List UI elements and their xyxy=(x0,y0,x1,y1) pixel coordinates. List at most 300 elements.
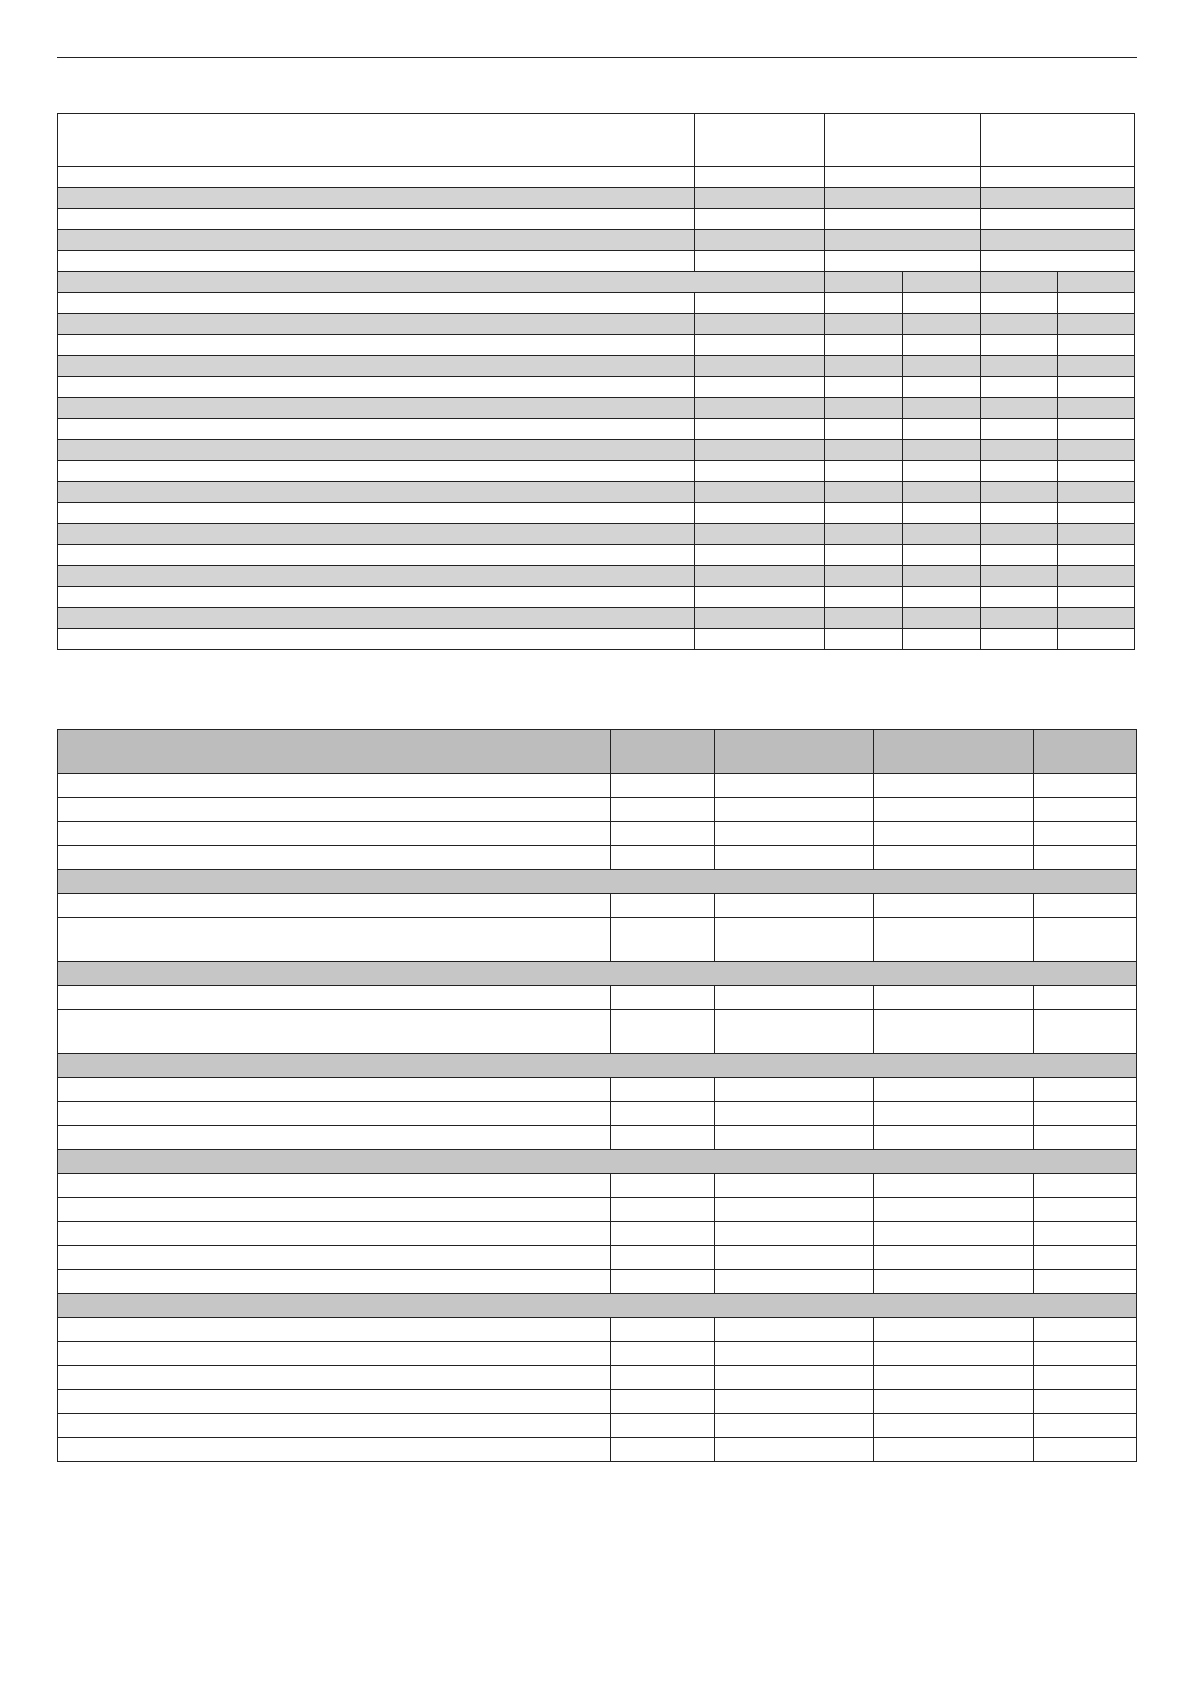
table-cell xyxy=(903,545,981,566)
table-row xyxy=(58,482,1135,503)
table-row xyxy=(58,209,1135,230)
table-cell xyxy=(981,230,1135,251)
table-cell xyxy=(981,566,1058,587)
table-cell xyxy=(695,608,825,629)
table-cell xyxy=(58,545,695,566)
table-cell xyxy=(611,918,715,962)
table-row xyxy=(58,419,1135,440)
table-row xyxy=(58,377,1135,398)
table-cell xyxy=(611,1174,715,1198)
table-cell xyxy=(715,774,874,798)
section-cell xyxy=(58,1150,1137,1174)
table-cell xyxy=(611,1010,715,1054)
table-row xyxy=(58,167,1135,188)
table-cell xyxy=(903,503,981,524)
table-cell xyxy=(1034,1246,1137,1270)
table-cell xyxy=(695,230,825,251)
table-cell xyxy=(874,986,1034,1010)
table-cell xyxy=(1034,822,1137,846)
table-cell xyxy=(1034,1270,1137,1294)
subheader-cell xyxy=(981,272,1058,293)
table-cell xyxy=(825,377,903,398)
table-header-row xyxy=(58,730,1137,774)
table-cell xyxy=(825,440,903,461)
table-cell xyxy=(981,167,1135,188)
table-cell xyxy=(981,419,1058,440)
table-cell xyxy=(981,587,1058,608)
table-cell xyxy=(1034,1318,1137,1342)
table-cell xyxy=(981,209,1135,230)
table-cell xyxy=(1034,1438,1137,1462)
table-row xyxy=(58,293,1135,314)
table-cell xyxy=(903,587,981,608)
table-cell xyxy=(611,846,715,870)
table-cell xyxy=(903,398,981,419)
table-cell xyxy=(874,1414,1034,1438)
subheader-cell xyxy=(58,272,825,293)
table-row xyxy=(58,1078,1137,1102)
table-cell xyxy=(58,1270,611,1294)
table-cell xyxy=(1034,1198,1137,1222)
table-cell xyxy=(715,918,874,962)
table-cell xyxy=(611,1222,715,1246)
table-cell xyxy=(981,629,1058,650)
table-cell xyxy=(58,251,695,272)
table-cell xyxy=(874,1102,1034,1126)
table-cell xyxy=(715,1174,874,1198)
table-cell xyxy=(611,1390,715,1414)
table-cell xyxy=(715,1078,874,1102)
table-cell xyxy=(874,846,1034,870)
data-table-1 xyxy=(57,113,1135,650)
table-cell xyxy=(715,1246,874,1270)
table-cell xyxy=(903,377,981,398)
table-cell xyxy=(874,1342,1034,1366)
table-row xyxy=(58,335,1135,356)
table-cell xyxy=(981,503,1058,524)
table-cell xyxy=(1034,986,1137,1010)
table-cell xyxy=(981,545,1058,566)
header-cell xyxy=(825,114,981,167)
table-cell xyxy=(825,608,903,629)
table-cell xyxy=(58,503,695,524)
table-cell xyxy=(695,440,825,461)
table-cell xyxy=(58,587,695,608)
table-row xyxy=(58,251,1135,272)
table-cell xyxy=(715,1414,874,1438)
table-cell xyxy=(903,440,981,461)
section-row xyxy=(58,1150,1137,1174)
table-cell xyxy=(903,293,981,314)
table-cell xyxy=(874,822,1034,846)
table-row xyxy=(58,846,1137,870)
section-cell xyxy=(58,1294,1137,1318)
table-cell xyxy=(58,1366,611,1390)
table-cell xyxy=(715,1270,874,1294)
table-cell xyxy=(58,1102,611,1126)
table-cell xyxy=(715,1102,874,1126)
table-cell xyxy=(1034,846,1137,870)
table-cell xyxy=(611,894,715,918)
table-cell xyxy=(825,419,903,440)
table-cell xyxy=(715,798,874,822)
table-cell xyxy=(874,1390,1034,1414)
table-cell xyxy=(1034,918,1137,962)
table-cell xyxy=(1034,1222,1137,1246)
table-row xyxy=(58,503,1135,524)
table-cell xyxy=(58,167,695,188)
table-cell xyxy=(903,566,981,587)
table-cell xyxy=(611,1102,715,1126)
table-cell xyxy=(58,1126,611,1150)
header-cell xyxy=(58,114,695,167)
table-cell xyxy=(695,587,825,608)
table-cell xyxy=(58,209,695,230)
table-cell xyxy=(695,188,825,209)
header-cell xyxy=(715,730,874,774)
header-cell xyxy=(874,730,1034,774)
table-row xyxy=(58,986,1137,1010)
header-cell xyxy=(981,114,1135,167)
table-cell xyxy=(825,629,903,650)
table-row xyxy=(58,822,1137,846)
table-cell xyxy=(1058,398,1135,419)
table-cell xyxy=(825,188,981,209)
section-row xyxy=(58,1054,1137,1078)
table-cell xyxy=(825,251,981,272)
table-cell xyxy=(611,1078,715,1102)
table-cell xyxy=(715,1318,874,1342)
table-cell xyxy=(58,398,695,419)
table-cell xyxy=(981,524,1058,545)
table-cell xyxy=(715,1010,874,1054)
table-row xyxy=(58,918,1137,962)
table-cell xyxy=(611,1126,715,1150)
table-cell xyxy=(1034,798,1137,822)
table-row xyxy=(58,1246,1137,1270)
table-cell xyxy=(695,314,825,335)
table-cell xyxy=(58,293,695,314)
table-cell xyxy=(695,398,825,419)
header-cell xyxy=(611,730,715,774)
table-cell xyxy=(58,377,695,398)
table-cell xyxy=(903,524,981,545)
table-cell xyxy=(695,629,825,650)
table-row xyxy=(58,1102,1137,1126)
table-cell xyxy=(1058,587,1135,608)
table-cell xyxy=(58,798,611,822)
table-row xyxy=(58,545,1135,566)
table-cell xyxy=(903,419,981,440)
table-cell xyxy=(1058,440,1135,461)
table-cell xyxy=(695,167,825,188)
table-row xyxy=(58,798,1137,822)
table-cell xyxy=(1058,566,1135,587)
table-cell xyxy=(695,377,825,398)
table-row xyxy=(58,1390,1137,1414)
table-cell xyxy=(1058,377,1135,398)
table-row xyxy=(58,566,1135,587)
table-cell xyxy=(825,461,903,482)
table-cell xyxy=(58,1246,611,1270)
table-cell xyxy=(58,1198,611,1222)
table-cell xyxy=(903,314,981,335)
table-cell xyxy=(58,461,695,482)
table-cell xyxy=(58,335,695,356)
table-cell xyxy=(981,608,1058,629)
table-cell xyxy=(1058,608,1135,629)
table-cell xyxy=(58,1222,611,1246)
table-cell xyxy=(874,1126,1034,1150)
header-cell xyxy=(695,114,825,167)
table-cell xyxy=(695,293,825,314)
table-header-row xyxy=(58,114,1135,167)
table-cell xyxy=(58,1414,611,1438)
table-cell xyxy=(611,822,715,846)
table-cell xyxy=(58,566,695,587)
table-row xyxy=(58,774,1137,798)
table-cell xyxy=(58,440,695,461)
table-cell xyxy=(1058,356,1135,377)
table-row xyxy=(58,1010,1137,1054)
table-cell xyxy=(1034,1342,1137,1366)
table-row xyxy=(58,398,1135,419)
subheader-cell xyxy=(1058,272,1135,293)
table-cell xyxy=(58,822,611,846)
table-cell xyxy=(981,398,1058,419)
table-cell xyxy=(1058,461,1135,482)
section-cell xyxy=(58,962,1137,986)
header-cell xyxy=(58,730,611,774)
table-cell xyxy=(981,251,1135,272)
subheader-cell xyxy=(825,272,903,293)
table-cell xyxy=(695,545,825,566)
table-row xyxy=(58,1318,1137,1342)
table-cell xyxy=(1034,1390,1137,1414)
table-row xyxy=(58,1414,1137,1438)
table-cell xyxy=(611,1270,715,1294)
table-cell xyxy=(611,1318,715,1342)
table-cell xyxy=(58,1390,611,1414)
table-cell xyxy=(825,356,903,377)
table-cell xyxy=(1058,503,1135,524)
table-cell xyxy=(611,798,715,822)
table-cell xyxy=(58,419,695,440)
table-cell xyxy=(58,986,611,1010)
table-cell xyxy=(715,1366,874,1390)
table-cell xyxy=(695,461,825,482)
table-subheader-row xyxy=(58,272,1135,293)
table-cell xyxy=(695,356,825,377)
table-cell xyxy=(903,608,981,629)
table-cell xyxy=(825,566,903,587)
table-cell xyxy=(903,356,981,377)
header-rule xyxy=(57,57,1137,58)
table-cell xyxy=(874,1174,1034,1198)
table-cell xyxy=(981,314,1058,335)
table-cell xyxy=(874,1438,1034,1462)
table-cell xyxy=(715,1198,874,1222)
table-cell xyxy=(58,314,695,335)
table-row xyxy=(58,1198,1137,1222)
table-cell xyxy=(695,503,825,524)
table-cell xyxy=(715,1222,874,1246)
subheader-cell xyxy=(903,272,981,293)
section-cell xyxy=(58,870,1137,894)
table-cell xyxy=(825,314,903,335)
table-cell xyxy=(58,1174,611,1198)
table-cell xyxy=(1034,774,1137,798)
table-row xyxy=(58,356,1135,377)
table-row xyxy=(58,1270,1137,1294)
header-cell xyxy=(1034,730,1137,774)
table-cell xyxy=(58,894,611,918)
table-cell xyxy=(611,1198,715,1222)
table-cell xyxy=(1034,1078,1137,1102)
table-cell xyxy=(715,846,874,870)
table-cell xyxy=(874,1366,1034,1390)
table-row xyxy=(58,440,1135,461)
table-cell xyxy=(1058,335,1135,356)
table-row xyxy=(58,629,1135,650)
table-cell xyxy=(825,398,903,419)
table-cell xyxy=(58,1010,611,1054)
table-cell xyxy=(1034,1102,1137,1126)
table-row xyxy=(58,1342,1137,1366)
table-cell xyxy=(611,1438,715,1462)
table-cell xyxy=(1058,524,1135,545)
table-row xyxy=(58,1174,1137,1198)
table-cell xyxy=(874,918,1034,962)
table-cell xyxy=(58,918,611,962)
table-row xyxy=(58,230,1135,251)
table-cell xyxy=(695,209,825,230)
table-cell xyxy=(58,774,611,798)
table-cell xyxy=(903,335,981,356)
table-cell xyxy=(981,440,1058,461)
table-cell xyxy=(825,335,903,356)
table-cell xyxy=(1058,293,1135,314)
table-cell xyxy=(1034,1414,1137,1438)
table-cell xyxy=(874,1078,1034,1102)
section-row xyxy=(58,962,1137,986)
table-cell xyxy=(1058,545,1135,566)
table-cell xyxy=(58,608,695,629)
table-cell xyxy=(825,482,903,503)
table-row xyxy=(58,1126,1137,1150)
table-cell xyxy=(58,1438,611,1462)
table-cell xyxy=(981,293,1058,314)
table-cell xyxy=(1058,629,1135,650)
table-cell xyxy=(874,894,1034,918)
table-cell xyxy=(715,1126,874,1150)
table-cell xyxy=(825,167,981,188)
table-cell xyxy=(695,419,825,440)
table-cell xyxy=(874,1246,1034,1270)
table-cell xyxy=(1034,1010,1137,1054)
table-cell xyxy=(825,545,903,566)
table-cell xyxy=(1058,314,1135,335)
table-cell xyxy=(695,335,825,356)
table-cell xyxy=(1034,894,1137,918)
table-cell xyxy=(58,524,695,545)
table-cell xyxy=(825,230,981,251)
table-cell xyxy=(1034,1126,1137,1150)
table-cell xyxy=(825,293,903,314)
table-cell xyxy=(981,356,1058,377)
table-cell xyxy=(825,524,903,545)
table-cell xyxy=(903,482,981,503)
table-cell xyxy=(695,251,825,272)
table-cell xyxy=(903,629,981,650)
table-cell xyxy=(695,524,825,545)
table-cell xyxy=(874,1222,1034,1246)
table-cell xyxy=(611,774,715,798)
table-cell xyxy=(874,798,1034,822)
table-cell xyxy=(874,1270,1034,1294)
table-cell xyxy=(58,629,695,650)
table-cell xyxy=(903,461,981,482)
table-cell xyxy=(611,986,715,1010)
table-row xyxy=(58,608,1135,629)
table-cell xyxy=(715,986,874,1010)
table-cell xyxy=(874,1318,1034,1342)
table-row xyxy=(58,188,1135,209)
table-cell xyxy=(58,1318,611,1342)
table-cell xyxy=(1058,419,1135,440)
table-cell xyxy=(611,1342,715,1366)
table-row xyxy=(58,314,1135,335)
table-row xyxy=(58,1222,1137,1246)
table-cell xyxy=(58,230,695,251)
table-cell xyxy=(58,846,611,870)
section-row xyxy=(58,870,1137,894)
table-row xyxy=(58,894,1137,918)
table-cell xyxy=(825,503,903,524)
table-cell xyxy=(611,1366,715,1390)
data-table-2 xyxy=(57,729,1137,1462)
section-cell xyxy=(58,1054,1137,1078)
table-cell xyxy=(825,209,981,230)
table-row xyxy=(58,1438,1137,1462)
table-cell xyxy=(715,822,874,846)
table-cell xyxy=(715,1438,874,1462)
table-cell xyxy=(981,188,1135,209)
table-row xyxy=(58,587,1135,608)
table-cell xyxy=(1034,1366,1137,1390)
table-cell xyxy=(611,1414,715,1438)
table-cell xyxy=(1034,1174,1137,1198)
table-cell xyxy=(874,1198,1034,1222)
table-cell xyxy=(1058,482,1135,503)
table-cell xyxy=(58,482,695,503)
table-cell xyxy=(58,356,695,377)
table-cell xyxy=(981,482,1058,503)
table-cell xyxy=(58,1342,611,1366)
table-cell xyxy=(715,1342,874,1366)
table-cell xyxy=(695,566,825,587)
table-cell xyxy=(715,894,874,918)
table-row xyxy=(58,524,1135,545)
table-cell xyxy=(58,1078,611,1102)
table-cell xyxy=(874,774,1034,798)
table-cell xyxy=(981,335,1058,356)
section-row xyxy=(58,1294,1137,1318)
table-cell xyxy=(981,461,1058,482)
table-row xyxy=(58,461,1135,482)
table-cell xyxy=(58,188,695,209)
table-row xyxy=(58,1366,1137,1390)
